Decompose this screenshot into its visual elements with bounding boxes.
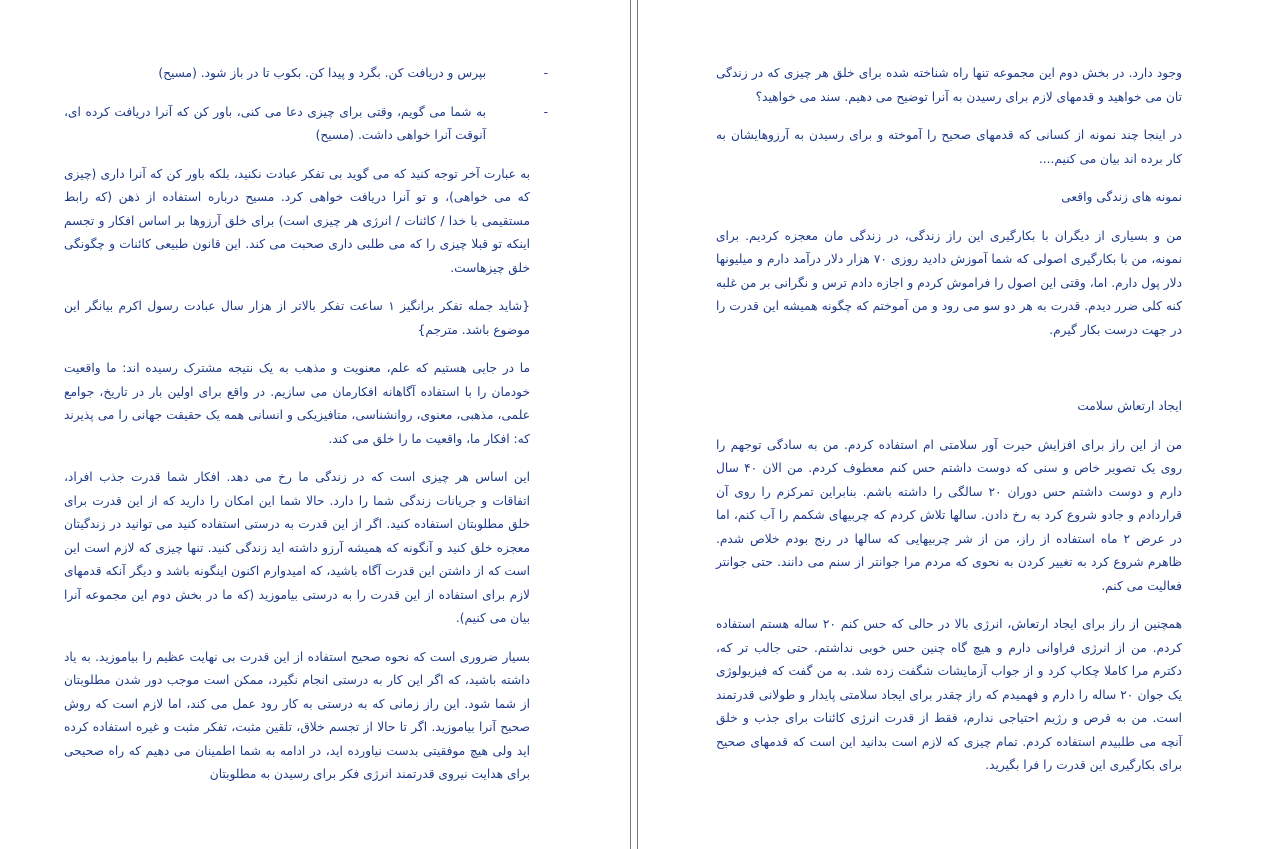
left-text-column [64, 62, 548, 802]
bullet-text: به شما می گویم، وقتی برای چیزی دعا می کنی، باور کن که آنرا دریافت کرده ای، آنوقت آنرا خواهی داشت. (مسیح) [64, 104, 486, 142]
body-paragraph: من از این راز برای افزایش حیرت آور سلامتی ام استفاده کردم. من به سادگی توجهم را روی یک تصویر خاص و سنی که دوست داشتم حس کنم معطوف کردم. من الان ۴۰ سال دارم و دوست داشتم حس دوران ۲۰ سالگی را داشته باشم. بنابراین تمرکزم را روی آن قراردادم و جادو شروع کرد به رخ دادن. سالها تلاش کردم که چربیهای شکمم را آب کنم، اما در عرض ۲ ماه استفاده از راز، من از شر چربیهایی که سالها در رنج بودم خلاص شدم. ظاهرم شروع کرد به تغییر کردن به نحوی که مردم مرا جوانتر از سنم می دانند. حتی جوانتر فعالیت می کنم. [716, 437, 1182, 593]
section-spacer [716, 357, 1182, 395]
translator-note: {شاید جمله تفکر برانگیز ۱ ساعت تفکر بالاتر از هزار سال عبادت رسول اکرم بیانگر این موضوع باشد. مترجم} [64, 299, 530, 337]
quote-bullet-list [64, 62, 548, 148]
body-paragraph: ما در جایی هستیم که علم، معنویت و مذهب به یک نتیجه مشترک رسیده اند: ما واقعیت خودمان را با استفاده آگاهانه افکارمان می سازیم. در واقع برای اولین بار در تاریخ، جوامع علمی، مذهبی، معنوی، روانشناسی، متافیزیکی و انسانی همه یک حقیقت جهانی را می پذیرند که: افکار ما، واقعیت ما را خلق می کند. [64, 361, 530, 446]
body-paragraph: این اساس هر چیزی است که در زندگی ما رخ می دهد. افکار شما قدرت جذب افراد، اتفاقات و جریانات زندگی شما را دارد. حالا شما این امکان را دارید که از این قدرت برای خلق مطلوبتان استفاده کنید. اگر از این قدرت به درستی استفاده کنید می توانید در زندگیتان معجزه خلق کنید و آنگونه که همیشه آرزو داشته اید زندگی کنید. تنها چیزی که لازم است این است که از داشتن این قدرت آگاه باشید، که امیدوارم اکنون اینگونه باشد و دیگر آنکه قدمهای لازم برای استفاده از این قدرت را به درستی بیاموزید (که ما در بخش دوم این مجموعه آنرا بیان می کنیم). [64, 470, 530, 625]
section-heading-health-vibration: ایجاد ارتعاش سلامت [1077, 399, 1182, 413]
body-paragraph: در اینجا چند نمونه از کسانی که قدمهای صحیح را آموخته و برای رسیدن به آرزوهایشان به کار برده اند بیان می کنیم.... [716, 128, 1182, 166]
body-paragraph: به عبارت آخر توجه کنید که می گوید بی تفکر عبادت نکنید، بلکه باور کن که آنرا داری (چیزی که می خواهی)، و تو آنرا دریافت خواهی کرد. مسیح درباره استفاده از ذهن (که رابط مستقیمی با خدا / کائنات / انرژی هر چیزی است) برای خلق آرزوها بر اساس افکار و تجسم اینکه تو قبلا چیزی را که می طلبی داری صحبت می کند. این قانون طبیعی کائنات و چگونگی خلق چیزهاست. [64, 166, 530, 275]
bullet-text: بپرس و دریافت کن. بگرد و پیدا کن. بکوب تا در باز شود. (مسیح) [158, 66, 486, 80]
body-paragraph: همچنین از راز برای ایجاد ارتعاش، انرژی بالا در حالی که حس کنم ۲۰ ساله هستم استفاده کردم. من از انرژی فراوانی دارم و هیچ گاه چنین حس خوبی نداشتم. حتی جالب تر که، دکترم مرا کاملا چکاپ کرد و از جواب آزمایشات شگفت زده شد. به من گفت که فیزیولوژی یک جوان ۲۰ ساله را دارم و فهمیدم که راز چقدر برای ایجاد سلامتی پایدار و طولانی قدرتمند است. من به قرص و رژیم احتیاجی ندارم، فقط از قدرت انرژی کائنات برای جذب و خلق آنچه می طلبیدم استفاده کردم. تمام چیزی که لازم است بدانید این است که قدمهای صحیح برای بکارگیری این قدرت را فرا بگیرید. [716, 617, 1183, 772]
body-paragraph: بسیار ضروری است که نحوه صحیح استفاده از این قدرت بی نهایت عظیم را بیاموزید. به یاد داشته باشید، که اگر این کار به درستی انجام نگیرد، ممکن است موجب دور شدن مطلوبتان از شما شود. این راز زمانی که به درستی به کار رود عمل می کند، اما لازم است که روش صحیح آنرا بیاموزید. اگر تا حالا از تجسم خلاق، تلقین مثبت، تفکر مثبت و غیره استفاده کرده اید ولی هیچ موفقیتی بدست نیاورده اید، در ادامه به شما اطمینان می دهیم که راه صحیحی برای هدایت نیروی قدرتمند انرژی فکر برای رسیدن به مطلوبتان [64, 649, 530, 781]
bullet-marker: - [543, 66, 548, 80]
right-page [638, 0, 1264, 849]
right-text-column [716, 62, 1182, 793]
bullet-marker: - [543, 104, 548, 119]
bullet-item [64, 101, 548, 148]
bullet-item [64, 62, 548, 86]
left-page [0, 0, 630, 849]
book-spine-divider [630, 0, 638, 849]
body-paragraph: من و بسیاری از دیگران با بکارگیری این راز زندگی، در زندگی مان معجزه کردیم. برای نمونه، من با بکارگیری اصولی که شما آموزش دادید روزی ۷۰ هزار دلار درآمد دارم و میلیونها دلار پول دارم. اما، وقتی این اصول را فراموش کردم و اجازه دادم ترس و نگرانی بر من غلبه کنه کلی ضرر دیدم. قدرت به هر دو سو می رود و من آموختم که چگونه همیشه این قدرت را در جهت درست بکار گیرم. [716, 228, 1182, 337]
section-heading-real-life-examples: نمونه های زندگی واقعی [1061, 190, 1182, 204]
body-paragraph: وجود دارد. در بخش دوم این مجموعه تنها راه شناخته شده برای خلق هر چیزی که در زندگی تان می خواهید و قدمهای لازم برای رسیدن به آنرا توضیح می دهیم. سند می خواهید؟ [716, 66, 1182, 104]
